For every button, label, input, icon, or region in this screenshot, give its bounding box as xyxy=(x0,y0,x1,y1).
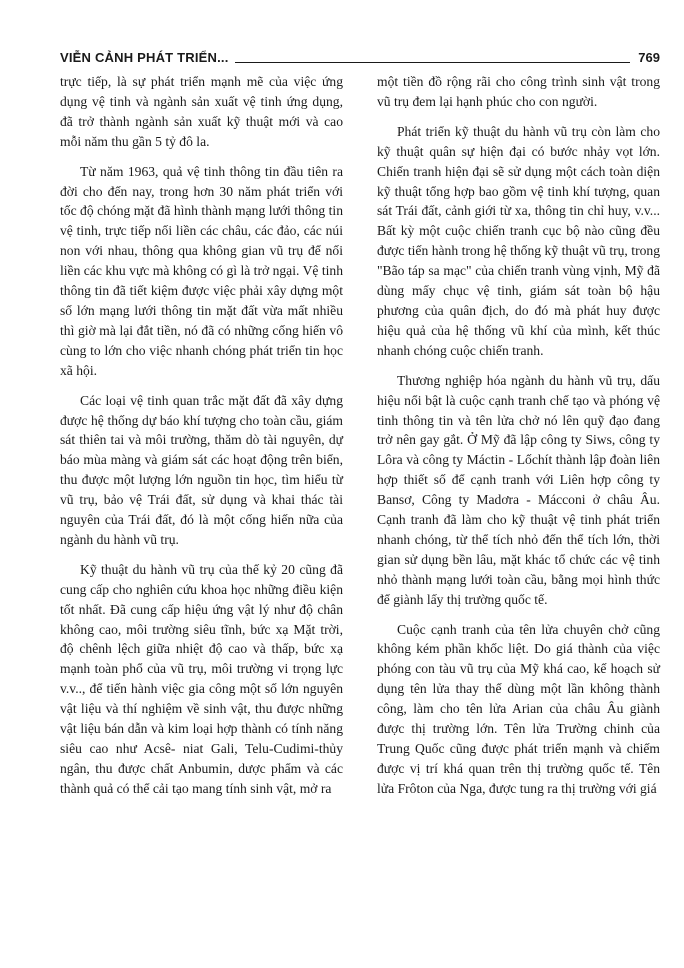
left-column xyxy=(60,72,343,952)
right-column xyxy=(377,72,660,952)
paragraph: Từ năm 1963, quả vệ tinh thông tin đầu tiên ra đời cho đến nay, trong hơn 30 năm phát triển với tốc độ chóng mặt đã hình thành mạng lưới thông tin vệ tinh, trực tiếp nối liền các châu, các đảo, các núi non với nhau, thông qua không gian vũ trụ để nối liền các khu vực mà không có gì là trở ngại. Vệ tinh thông tin đã tiết kiệm được việc phải xây dựng một số lớn mạng lưới thông tin mặt đất vừa mất nhiều thì giờ mà lại đắt tiền, nó đã có những cống hiến vô cùng to lớn cho việc nhanh chóng phát triển tin học xã hội. xyxy=(60,163,343,378)
paragraph: Thương nghiệp hóa ngành du hành vũ trụ, dấu hiệu nổi bật là cuộc cạnh tranh chế tạo và phóng vệ tinh thông tin và tên lửa chở nó lên quỹ đạo đang trở nên gay gắt. Ở Mỹ đã lập công ty Siws, công ty Lôra và công ty Máctin - Lốchít thành lập đoàn liên hợp thiết số để cạnh tranh với Liên hợp công ty Bansơ, Công ty Madơra - Mácconi ở châu Âu. Cạnh tranh đã làm cho kỹ thuật vệ tinh phát triển nhanh chóng, từ thể tích nhỏ đến thể tích lớn, thời gian sử dụng bền lâu, mặt khác tổ chức các vệ tinh nhỏ thành mạng lưới toàn cầu, bằng mọi hình thức để giành lấy thị trường quốc tế. xyxy=(377,372,660,607)
header-rule xyxy=(235,62,631,63)
paragraph: Các loại vệ tinh quan trắc mặt đất đã xây dựng được hệ thống dự báo khí tượng cho toàn cầu, giám sát thiên tai và môi trường, thăm dò tài nguyên, dự báo mùa màng và giám sát các hoạt động trên biển, thu được một lượng lớn nguồn tin học, tìm hiểu từ vũ trụ, bảo vệ Trái đất, sử dụng và khai thác tài nguyên của Trái đất, đó là một cống hiến nữa của ngành du hành vũ trụ. xyxy=(60,392,343,547)
paragraph: Cuộc cạnh tranh của tên lửa chuyên chở cũng không kém phần khốc liệt. Do giá thành của việc phóng con tàu vũ trụ của Mỹ khá cao, kế hoạch sử dụng tên lửa thay thế dùng một lần không thành công, làm cho tên lửa Arian của châu Âu giành được thị trường lớn. Tên lửa Trường chinh của Trung Quốc cũng được phát triển mạnh và chiếm được vị trí khá quan trên thị trường quốc tế. Tên lửa Frôton của Nga, được tung ra thị trường với giá xyxy=(377,621,660,796)
page-number: 769 xyxy=(638,50,660,65)
header-title: VIỄN CẢNH PHÁT TRIỂN... xyxy=(60,50,229,65)
paragraph-continued: một tiền đồ rộng rãi cho công trình sinh vật trong vũ trụ đem lại hạnh phúc cho con người. xyxy=(377,74,660,109)
paragraph: Kỹ thuật du hành vũ trụ của thế kỷ 20 cũng đã cung cấp cho nghiên cứu khoa học những điều kiện tốt nhất. Đã cung cấp hiệu ứng vật lý như độ chân không cao, môi trường siêu tĩnh, bức xạ Mặt trời, độ chênh lệch giữa nhiệt độ cao và thấp, bức xạ mạnh toàn phổ của vũ trụ, môi trường vi trọng lực v.v.., để tiến hành việc gia công một số lớn nguyên vật liệu và thí nghiệm về sinh vật, thu được những vật liệu bán dẫn và kim loại hợp thành có tính năng siêu cao như Acsê- niat Gali, Telu-Cudimi-thủy ngân, thu được chất Anbumin, dược phẩm và các thành quả có thể cải tạo mang tính sinh vật, mở ra xyxy=(60,561,343,796)
text-columns xyxy=(60,72,660,952)
paragraph: Phát triển kỹ thuật du hành vũ trụ còn làm cho kỹ thuật quân sự hiện đại có bước nhảy vọt lớn. Chiến tranh hiện đại sẽ sử dụng một cách toàn diện kỹ thuật tổng hợp bao gồm vệ tinh khí tượng, quan sát Trái đất, cảnh giới từ xa, thông tin chỉ huy, v.v... Bất kỳ một cuộc chiến tranh cục bộ nào cũng đều được tiến hành trong hệ thống kỹ thuật vũ trụ, trong "Bão táp sa mạc" của chiến tranh vùng vịnh, Mỹ đã dùng mấy chục vệ tinh, giám sát toàn bộ hậu phương của quân địch, do đó mà phát huy được hiệu quả của hệ thống vũ khí của mình, kết thúc nhanh chóng cuộc chiến tranh. xyxy=(377,123,660,358)
running-header xyxy=(60,44,660,66)
paragraph-continued: trực tiếp, là sự phát triển mạnh mẽ của việc ứng dụng vệ tinh và ngành sản xuất vệ tinh ứng dụng, đã trở thành ngành sản xuất kỹ thuật mới và cao mỗi năm thu gần 5 tỷ đô la. xyxy=(60,74,343,149)
